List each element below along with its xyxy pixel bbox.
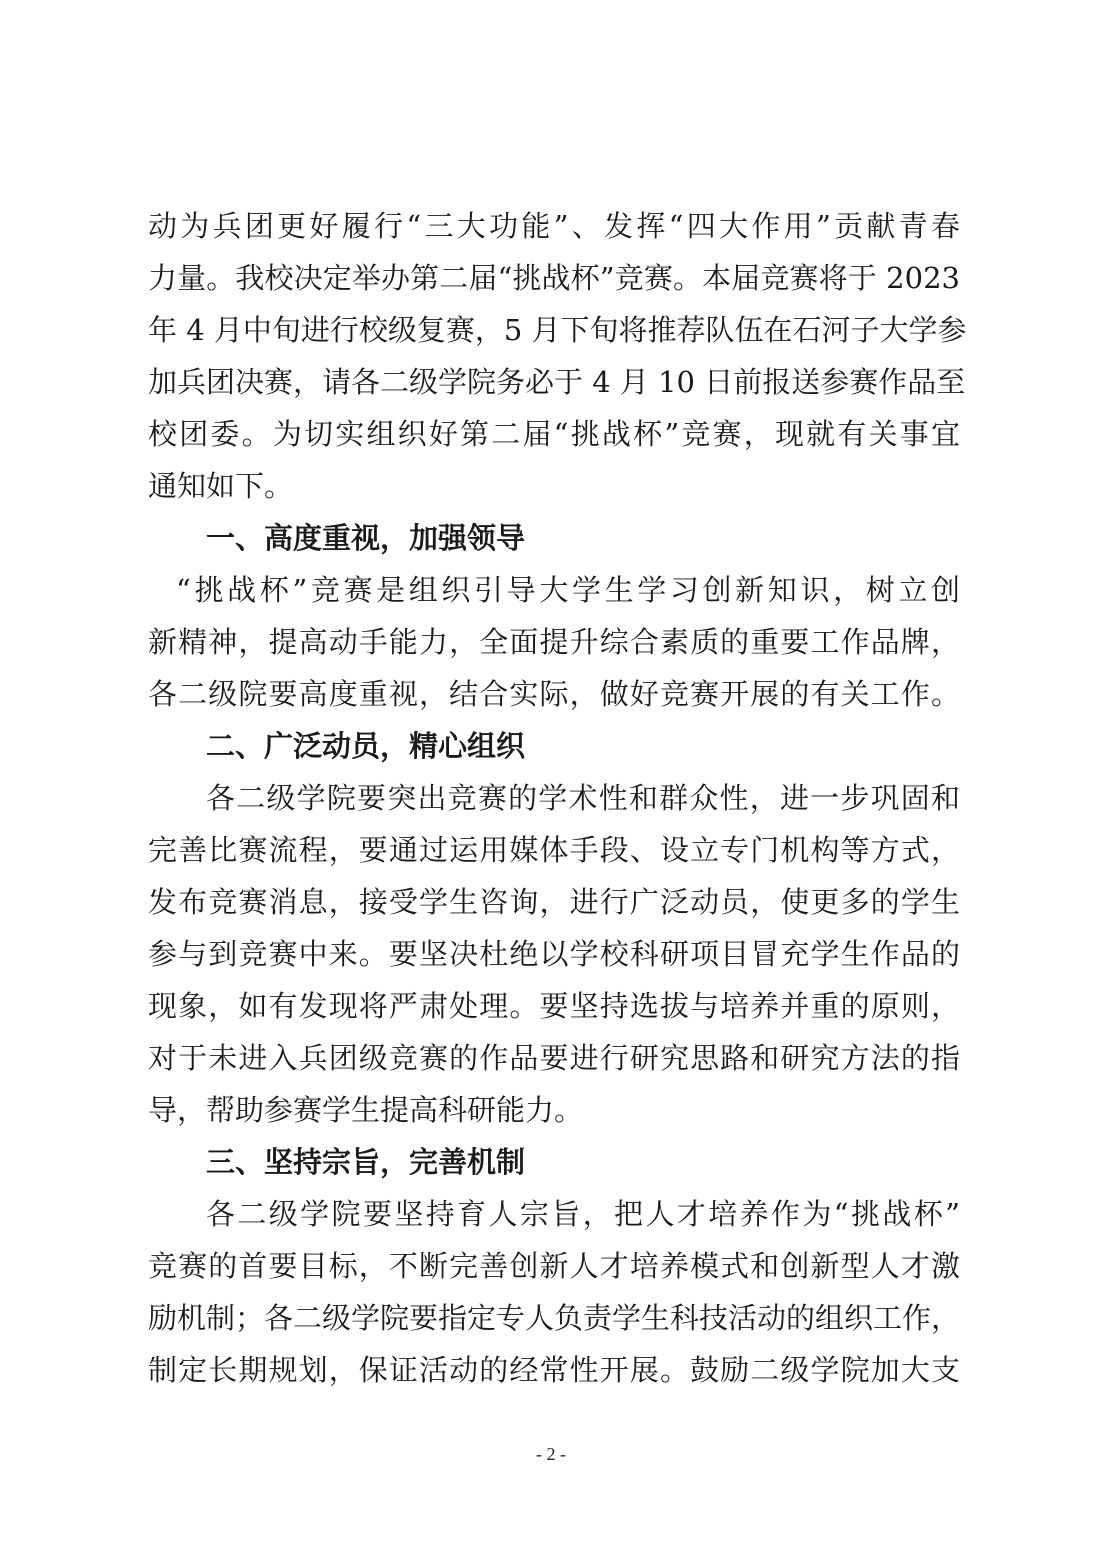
paragraph-line: 校团委。为切实组织好第二届“挑战杯”竞赛，现就有关事宜 xyxy=(148,417,960,451)
paragraph-line: 加兵团决赛，请各二级学院务必于 4 月 10 日前报送参赛作品至 xyxy=(148,365,966,399)
paragraph-line: 制定长期规划，保证活动的经常性开展。鼓励二级学院加大支 xyxy=(148,1353,960,1387)
paragraph-line: 通知如下。 xyxy=(148,469,294,503)
section-heading-1: 一、高度重视，加强领导 xyxy=(206,521,526,555)
paragraph-line: 完善比赛流程，要通过运用媒体手段、设立专门机构等方式， xyxy=(148,833,960,867)
paragraph-line: “挑战杯”竞赛是组织引导大学生学习创新知识，树立创 xyxy=(176,573,960,607)
paragraph-line: 新精神，提高动手能力，全面提升综合素质的重要工作品牌， xyxy=(148,625,960,659)
paragraph-line: 年 4 月中旬进行校级复赛，5 月下旬将推荐队伍在石河子大学参 xyxy=(148,313,967,347)
paragraph-line: 发布竞赛消息，接受学生咨询，进行广泛动员，使更多的学生 xyxy=(148,885,960,919)
paragraph-line: 竞赛的首要目标，不断完善创新人才培养模式和创新型人才激 xyxy=(148,1249,960,1283)
paragraph-line: 现象，如有发现将严肃处理。要坚持选拔与培养并重的原则， xyxy=(148,989,960,1023)
section-heading-3: 三、坚持宗旨，完善机制 xyxy=(206,1145,526,1179)
paragraph-line: 各二级学院要坚持育人宗旨，把人才培养作为“挑战杯” xyxy=(206,1197,960,1231)
paragraph-line: 各二级学院要突出竞赛的学术性和群众性，进一步巩固和 xyxy=(206,781,960,815)
section-heading-2: 二、广泛动员，精心组织 xyxy=(206,729,526,763)
paragraph-line: 对于未进入兵团级竞赛的作品要进行研究思路和研究方法的指 xyxy=(148,1041,960,1075)
page-number: - 2 - xyxy=(536,1444,566,1464)
paragraph-line: 各二级院要高度重视，结合实际，做好竞赛开展的有关工作。 xyxy=(148,677,960,711)
paragraph-line: 导，帮助参赛学生提高科研能力。 xyxy=(148,1093,584,1127)
paragraph-line: 参与到竞赛中来。要坚决杜绝以学校科研项目冒充学生作品的 xyxy=(148,937,960,971)
paragraph-line: 励机制；各二级学院要指定专人负责学生科技活动的组织工作， xyxy=(148,1301,961,1335)
document-body xyxy=(148,200,967,1396)
paragraph-line: 力量。我校决定举办第二届“挑战杯”竞赛。本届竞赛将于 2023 xyxy=(148,261,960,295)
paragraph-line: 动为兵团更好履行“三大功能”、发挥“四大作用”贡献青春 xyxy=(148,209,960,243)
